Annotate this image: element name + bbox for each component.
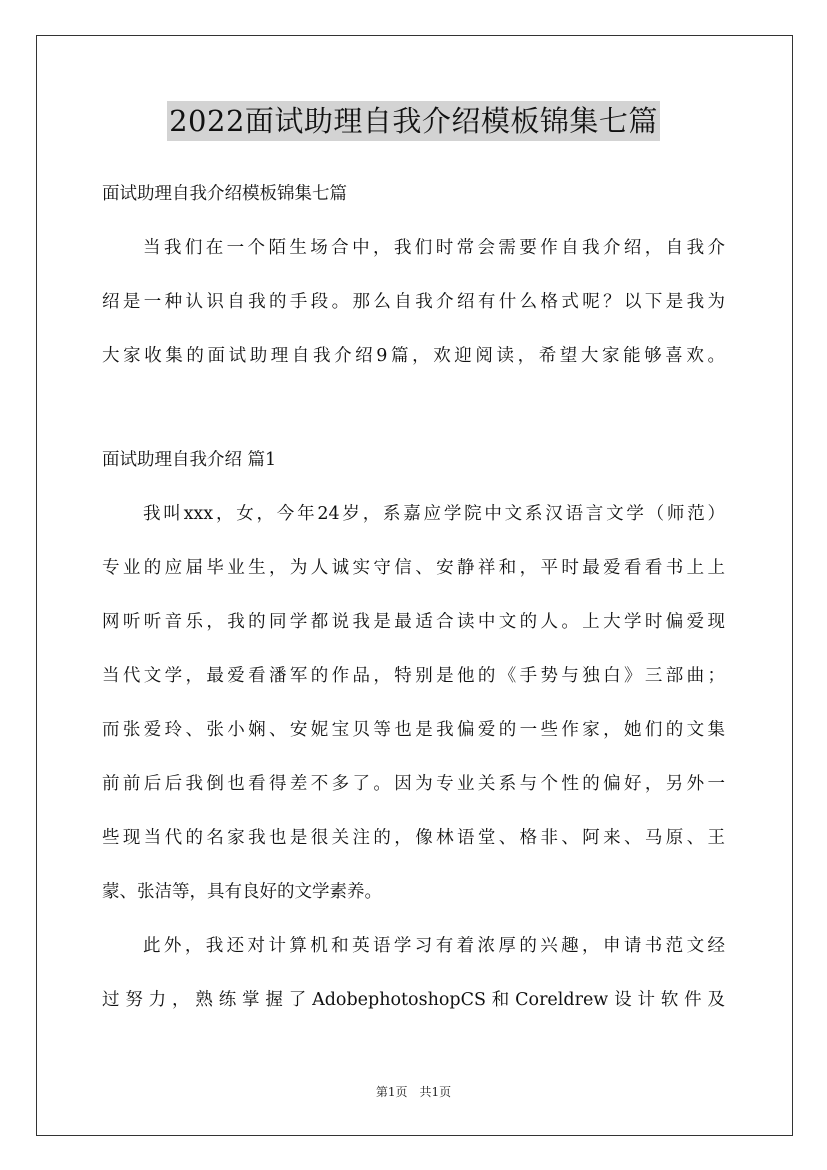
- intro-line-3: 大家收集的面试助理自我介绍9篇，欢迎阅读，希望大家能够喜欢。: [102, 346, 725, 366]
- paragraph-line-3: 网听听音乐，我的同学都说我是最适合读中文的人。上大学时偏爱现: [102, 612, 725, 632]
- paragraph-line-4: 当代文学，最爱看潘军的作品，特别是他的《手势与独白》三部曲；: [102, 666, 725, 686]
- page-number-label: 第1页 共1页: [375, 1085, 452, 1099]
- intro-line-1: 当我们在一个陌生场合中，我们时常会需要作自我介绍，自我介: [143, 238, 725, 258]
- paragraph-line-1: 我叫xxx，女，今年24岁，系嘉应学院中文系汉语言文学（师范）: [143, 504, 725, 524]
- document-title: 2022面试助理自我介绍模板锦集七篇: [167, 101, 660, 141]
- paragraph2-line-1: 此外，我还对计算机和英语学习有着浓厚的兴趣，申请书范文经: [143, 936, 725, 956]
- section-heading: 面试助理自我介绍 篇1: [102, 450, 277, 470]
- page-footer: [0, 1083, 827, 1101]
- document-body: [102, 176, 725, 1018]
- paragraph-line-5: 而张爱玲、张小娴、安妮宝贝等也是我偏爱的一些作家，她们的文集: [102, 720, 725, 740]
- intro-line-2: 绍是一种认识自我的手段。那么自我介绍有什么格式呢？以下是我为: [102, 292, 725, 312]
- paragraph-line-8: 蒙、张洁等，具有良好的文学素养。: [102, 882, 382, 902]
- title-container: [0, 101, 827, 141]
- paragraph2-line-2: 过努力，熟练掌握了AdobephotoshopCS和Coreldrew设计软件及: [102, 990, 725, 1010]
- subtitle-line: 面试助理自我介绍模板锦集七篇: [102, 184, 347, 204]
- paragraph-line-2: 专业的应届毕业生，为人诚实守信、安静祥和，平时最爱看看书上上: [102, 558, 725, 578]
- paragraph-line-6: 前前后后我倒也看得差不多了。因为专业关系与个性的偏好，另外一: [102, 774, 725, 794]
- paragraph-line-7: 些现当代的名家我也是很关注的，像林语堂、格非、阿来、马原、王: [102, 828, 725, 848]
